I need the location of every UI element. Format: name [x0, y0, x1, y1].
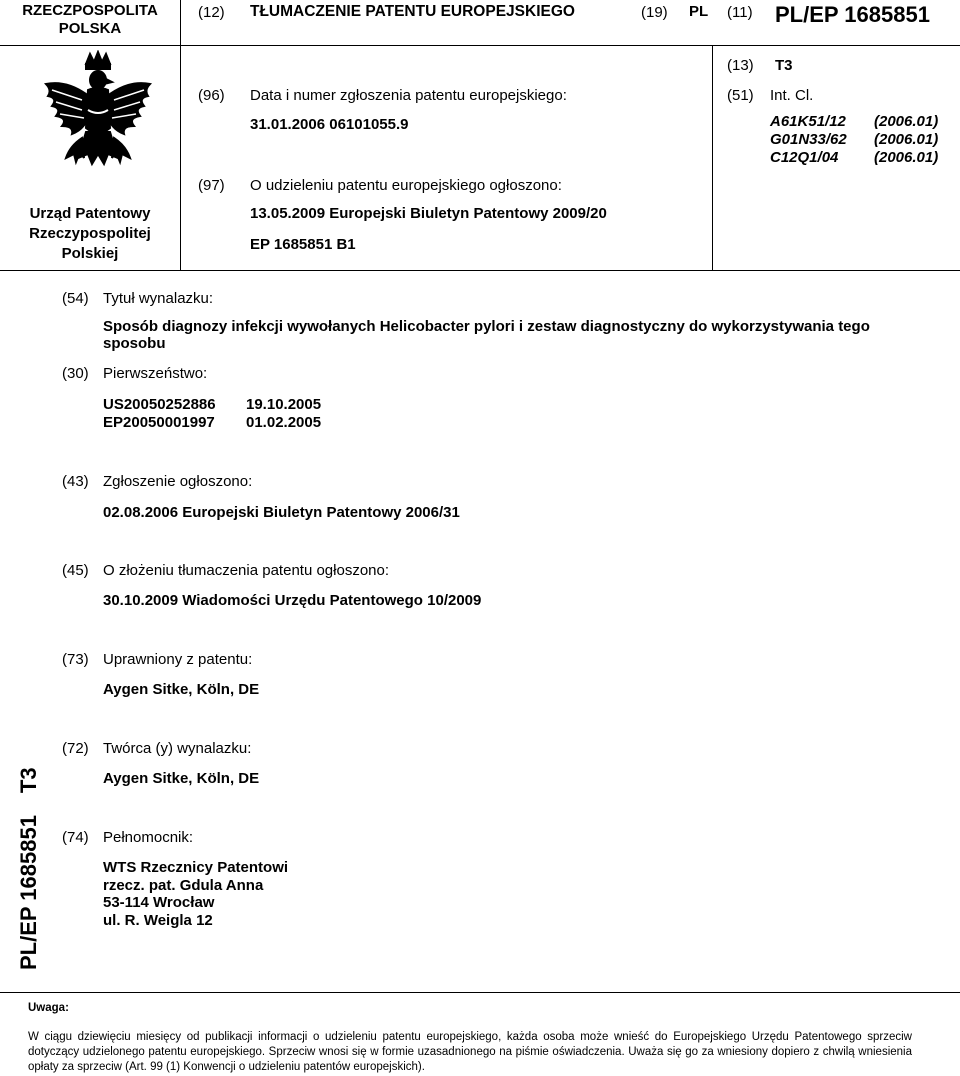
classification-version-2: (2006.01): [874, 131, 939, 148]
code-54: (54): [62, 290, 89, 307]
title-label: Tytuł wynalazku:: [103, 290, 214, 307]
kind-code: T3: [775, 57, 793, 74]
inventor-value: Aygen Sitke, Köln, DE: [103, 770, 260, 787]
spine-kind: T3: [16, 767, 41, 794]
priority-label: Pierwszeństwo:: [103, 365, 208, 382]
classification-label: Int. Cl.: [770, 87, 814, 104]
code-74: (74): [62, 829, 89, 846]
classification-version-3: (2006.01): [874, 149, 939, 166]
classification-symbol-3: C12Q1/04: [770, 149, 839, 166]
classification-symbol-2: G01N33/62: [770, 131, 847, 148]
code-72: (72): [62, 740, 89, 757]
priority-number-1: US20050252886: [103, 396, 216, 413]
country-code: PL: [689, 3, 709, 20]
attorney-line-2: rzecz. pat. Gdula Anna: [103, 877, 264, 894]
ep-number: EP 1685851 B1: [250, 236, 356, 253]
spine-publication-number: [16, 730, 42, 970]
attorney-line-3: 53-114 Wrocław: [103, 894, 215, 911]
publication-value: 02.08.2006 Europejski Biuletyn Patentowy 2006/31: [103, 504, 460, 521]
application-value: 31.01.2006 06101055.9: [250, 116, 409, 133]
classification-symbol-1: A61K51/12: [770, 113, 846, 130]
proprietor-value: Aygen Sitke, Köln, DE: [103, 681, 260, 698]
grant-value: 13.05.2009 Europejski Biuletyn Patentowy 2009/20: [250, 205, 607, 222]
notice-text: W ciągu dziewięciu miesięcy od publikacji informacji o udzieleniu patentu europejskiego, każda osoba może wnieść do Europejskiego Urzędu Patentowego sprzeciw dotyczący udzielonego patentu europejskiego. Sprzeciw wnosi się w formie uzasadnionego na piśmie oświadczenia. Uważa się go za wniesiony dopiero z chwilą wniesienia opłaty za sprzeciw (Art. 99 (1) Konwencji o udzieleniu patentów europejskich).: [28, 1031, 912, 1073]
attorney-line-4: ul. R. Weigla 12: [103, 912, 213, 929]
header-bottom-rule: [0, 270, 960, 271]
footer-rule: [0, 992, 960, 993]
invention-title-line-1: Sposób diagnozy infekcji wywołanych Helicobacter pylori i zestaw diagnostyczny do wykorzystywania tego: [103, 318, 870, 335]
code-73: (73): [62, 651, 89, 668]
notice-heading: Uwaga:: [28, 1002, 69, 1014]
code-12: (12): [198, 4, 225, 21]
application-label: Data i numer zgłoszenia patentu europejskiego:: [250, 87, 567, 104]
right-column-divider: [712, 45, 713, 270]
code-13: (13): [727, 57, 754, 74]
priority-number-2: EP20050001997: [103, 414, 215, 431]
code-96: (96): [198, 87, 225, 104]
office-line-2: Rzeczypospolitej: [29, 225, 151, 242]
eagle-emblem-icon: [38, 50, 158, 190]
attorney-label: Pełnomocnik:: [103, 829, 194, 846]
code-43: (43): [62, 473, 89, 490]
office-line-1: Urząd Patentowy: [29, 205, 151, 222]
office-line-3: Polskiej: [61, 245, 119, 262]
document-type: TŁUMACZENIE PATENTU EUROPEJSKIEGO: [250, 3, 575, 20]
code-19: (19): [641, 4, 668, 21]
publication-number: PL/EP 1685851: [775, 2, 930, 27]
office-name: [0, 204, 180, 264]
inventor-label: Twórca (y) wynalazku:: [103, 740, 252, 757]
left-column-divider: [180, 0, 181, 270]
spine-number: PL/EP 1685851: [16, 815, 41, 970]
grant-label: O udzieleniu patentu europejskiego ogłoszono:: [250, 177, 562, 194]
proprietor-label: Uprawniony z patentu:: [103, 651, 253, 668]
country-name: RZECZPOSPOLITA POLSKA: [22, 2, 158, 37]
translation-label: O złożeniu tłumaczenia patentu ogłoszono:: [103, 562, 390, 579]
header-divider: [0, 45, 960, 46]
code-97: (97): [198, 177, 225, 194]
classification-version-1: (2006.01): [874, 113, 939, 130]
code-51: (51): [727, 87, 754, 104]
publication-label: Zgłoszenie ogłoszono:: [103, 473, 253, 490]
code-30: (30): [62, 365, 89, 382]
translation-value: 30.10.2009 Wiadomości Urzędu Patentowego 10/2009: [103, 592, 482, 609]
code-45: (45): [62, 562, 89, 579]
attorney-line-1: WTS Rzecznicy Patentowi: [103, 859, 289, 876]
priority-date-1: 19.10.2005: [246, 396, 322, 413]
code-11: (11): [727, 4, 753, 21]
invention-title-line-2: sposobu: [103, 335, 166, 352]
priority-date-2: 01.02.2005: [246, 414, 322, 431]
